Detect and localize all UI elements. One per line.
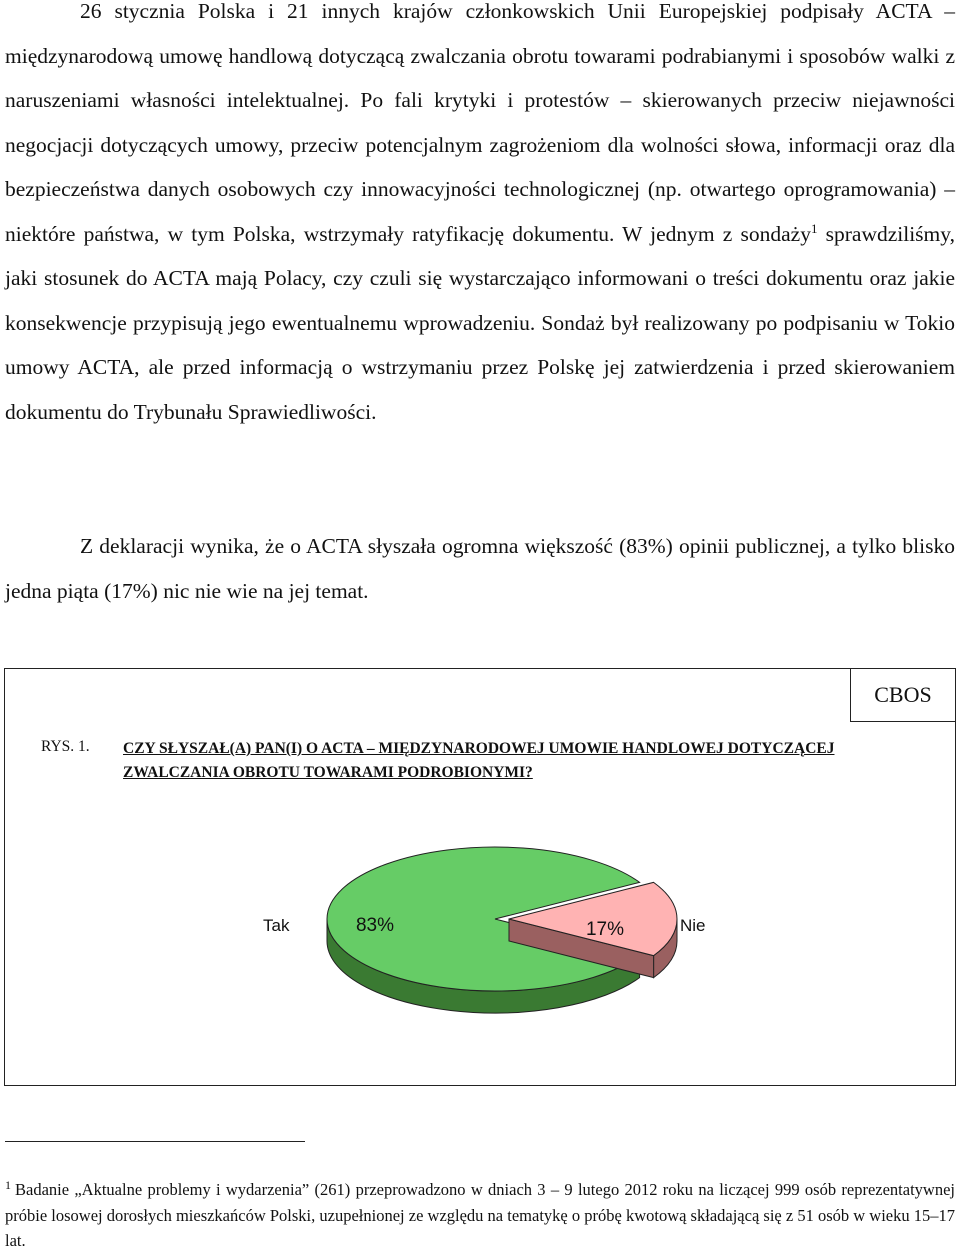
footnote-number: 1 [5, 1178, 11, 1192]
pie-chart [5, 669, 955, 1085]
intro-text-part1: 26 stycznia Polska i 21 innych krajów członkowskich Unii Europejskiej podpisały ACTA – międzynarodową umowę handlową dotyczącą zwalczania obrotu towarami podrabianymi i sposobów walki z naruszeniami własności intelektualnej. Po fali krytyki i protestów – skierowanych przeciw niejawności negocjacji dotyczących umowy, przeciw potencjalnym zagrożeniom dla wolności słowa, informacji oraz dla bezpieczeństwa danych osobowych czy innowacyjności technologicznej (np. otwartego oprogramowania) – niektóre państwa, w tym Polska, wstrzymały ratyfikację dokumentu. W jednym z sondaży [5, 0, 955, 246]
result-paragraph: Z deklaracji wynika, że o ACTA słyszała ogromna większość (83%) opinii publicznej, a tylko blisko jedna piąta (17%) nic nie wie na jej temat. [5, 534, 955, 603]
source-label: CBOS [850, 668, 956, 722]
category-label-nie: Nie [680, 916, 706, 935]
intro-paragraph [5, 0, 955, 434]
figure-title: CZY SŁYSZAŁ(A) PAN(I) O ACTA – MIĘDZYNARODOWEJ UMOWIE HANDLOWEJ DOTYCZĄCEJ ZWALCZANIA OBROTU TOWARAMI PODROBIONYMI? [123, 740, 835, 781]
intro-text-part2: sprawdziliśmy, jaki stosunek do ACTA mają Polacy, czy czuli się wystarczająco informowani o treści dokumentu oraz jakie konsekwencje przypisują jego ewentualnemu wprowadzeniu. Sondaż był realizowany po podpisaniu w Tokio umowy ACTA, ale przed informacją o wstrzymaniu przez Polskę jej zatwierdzenia i przed skierowaniem dokumentu do Trybunału Sprawiedliwości. [5, 221, 955, 424]
figure-box [4, 668, 956, 1086]
footnote-divider [5, 1141, 305, 1142]
value-label-tak: 83% [355, 915, 395, 936]
category-label-tak: Tak [263, 916, 290, 935]
footnote [5, 1177, 955, 1254]
footnote-text: Badanie „Aktualne problemy i wydarzenia” (261) przeprowadzono w dniach 3 – 9 lutego 2012 roku na liczącej 999 osób reprezentatywnej próbie losowej dorosłych mieszkańców Polski, uzupełnionej ze względu na tematykę o próbę kwotową składającą się z 51 osób w wieku 15–17 lat. [5, 1180, 955, 1250]
footnote-reference[interactable]: 1 [810, 220, 818, 236]
figure-label: RYS. 1. [41, 738, 90, 755]
value-label-nie: 17% [585, 919, 625, 940]
